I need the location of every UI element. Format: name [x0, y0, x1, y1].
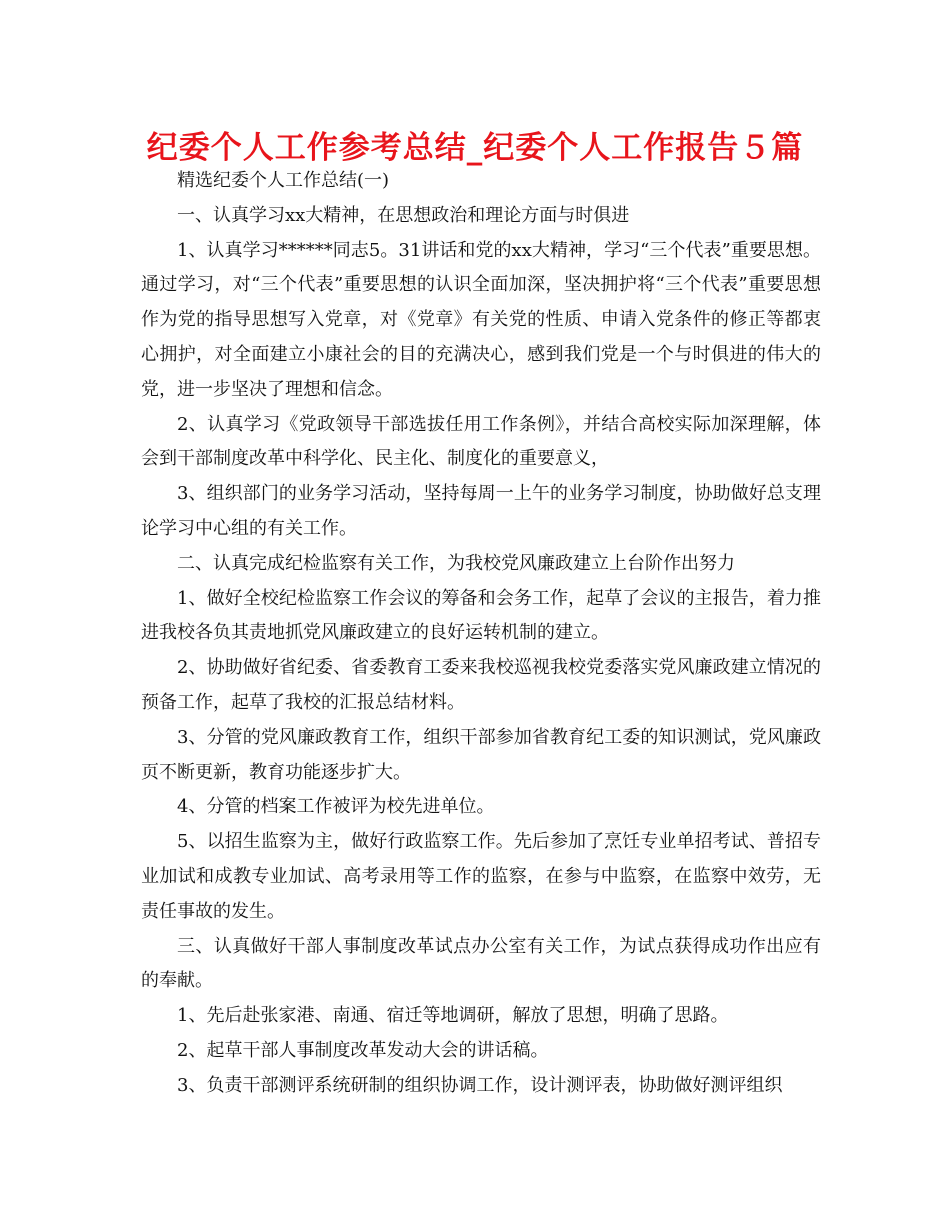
subsection-heading: 二、认真完成纪检监察有关工作，为我校党风廉政建立上台阶作出努力 — [177, 552, 735, 574]
body-paragraph: 4、分管的档案工作被评为校先进单位。 — [177, 796, 495, 818]
subsection-heading: 三、认真做好干部人事制度改革试点办公室有关工作，为试点获得成功作出应有的奉献。 — [141, 935, 821, 992]
body-paragraph: 3、分管的党风廉政教育工作，组织干部参加省教育纪工委的知识测试，党风廉政页不断更新，教育功能逐步扩大。 — [141, 726, 821, 783]
body-paragraph: 2、协助做好省纪委、省委教育工委来我校巡视我校党委落实党风廉政建立情况的预备工作，起草了我校的汇报总结材料。 — [141, 657, 821, 713]
body-paragraph: 3、组织部门的业务学习活动，坚持每周一上午的业务学习制度，协助做好总支理论学习中心组的有关工作。 — [141, 483, 821, 539]
body-paragraph: 5、以招生监察为主，做好行政监察工作。先后参加了烹饪专业单招考试、普招专业加试和成教专业加试、高考录用等工作的监察，在参与中监察，在监察中效劳，无责任事故的发生。 — [141, 831, 821, 922]
document-body — [141, 164, 821, 1104]
body-paragraph: 2、认真学习《党政领导干部选拔任用工作条例》，并结合高校实际加深理解，体会到干部制度改革中科学化、民主化、制度化的重要意义， — [141, 413, 821, 470]
body-paragraph: 2、起草干部人事制度改革发动大会的讲话稿。 — [177, 1039, 549, 1061]
section-heading: 精选纪委个人工作总结(一) — [177, 170, 390, 191]
subsection-heading: 一、认真学习xx大精神，在思想政治和理论方面与时俱进 — [177, 204, 630, 226]
body-paragraph: 1、认真学习******同志5。31讲话和党的xx大精神，学习“三个代表”重要思想。通过学习，对“三个代表”重要思想的认识全面加深，坚决拥护将“三个代表”重要思想作为党的指导思想写入党章，对《党章》有关党的性质、申请入党条件的修正等都衷心拥护，对全面建立小康社会的目的充满决心，感到我们党是一个与时俱进的伟大的党，进一步坚决了理想和信念。 — [141, 239, 821, 400]
body-paragraph: 1、先后赴张家港、南通、宿迁等地调研，解放了思想，明确了思路。 — [177, 1005, 729, 1027]
body-paragraph: 1、做好全校纪检监察工作会议的筹备和会务工作，起草了会议的主报告，着力推进我校各负其责地抓党风廉政建立的良好运转机制的建立。 — [141, 587, 821, 644]
document-title: 纪委个人工作参考总结_纪委个人工作报告５篇 — [146, 130, 804, 166]
body-paragraph: 3、负责干部测评系统研制的组织协调工作，设计测评表，协助做好测评组织 — [177, 1074, 783, 1096]
